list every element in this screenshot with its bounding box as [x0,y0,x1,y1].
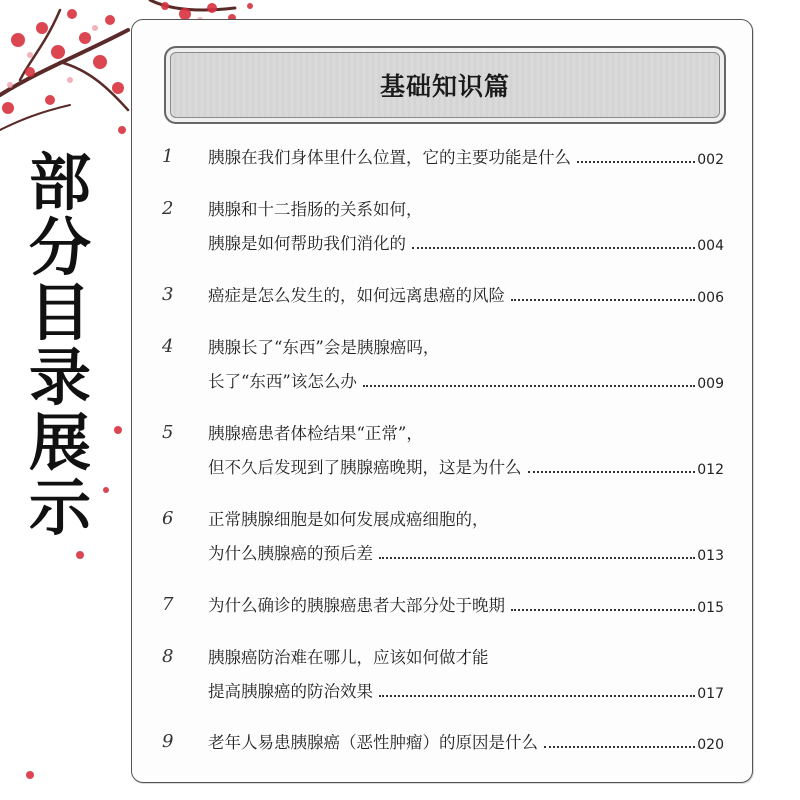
entry-title: 胰腺长了“东西”会是胰腺癌吗， [208,338,440,357]
entry-page: 020 [697,737,724,753]
entry-title: 为什么胰腺癌的预后差 [208,544,373,563]
entry-page: 012 [697,462,724,478]
entry-page: 004 [697,238,724,254]
entry-number: 7 [162,594,174,615]
entry-number: 6 [162,508,174,529]
entry-line [208,146,724,168]
entry-line [208,336,724,358]
entry-line [208,731,724,753]
dot-leader [412,246,695,249]
entry-title: 胰腺和十二指肠的关系如何， [208,200,423,219]
side-title-char: 展 [28,406,91,479]
dot-leader [363,384,695,387]
entry-title: 长了“东西”该怎么办 [208,372,357,391]
entry-page: 015 [697,600,724,616]
section-title: 基础知识篇 [379,72,510,101]
entry-title: 为什么确诊的胰腺癌患者大部分处于晚期 [208,596,505,615]
entry-number: 2 [162,198,174,219]
entry-title: 提高胰腺癌的防治效果 [208,682,373,701]
entry-page: 013 [697,548,724,564]
side-title-char: 录 [28,341,91,414]
entry-title: 癌症是怎么发生的，如何远离患癌的风险 [208,286,505,305]
side-title-char: 示 [28,471,91,544]
entry-number: 4 [162,336,174,357]
entry-line [208,456,724,478]
entry-title: 胰腺在我们身体里什么位置，它的主要功能是什么 [208,148,571,167]
entry-line [208,508,724,530]
side-title-char: 部 [28,146,91,219]
entry-title: 胰腺癌防治难在哪儿，应该如何做才能 [208,648,489,667]
entry-page: 017 [697,686,724,702]
dot-leader [379,556,695,559]
dot-leader [528,470,696,473]
entry-number: 3 [162,284,174,305]
dot-leader [511,298,695,301]
side-title-char: 分 [28,211,91,284]
entry-number: 8 [162,646,174,667]
entry-title: 胰腺癌患者体检结果“正常”， [208,424,423,443]
entry-line [208,594,724,616]
entry-page: 006 [697,290,724,306]
entry-title: 正常胰腺细胞是如何发展成癌细胞的， [208,510,489,529]
entry-line [208,198,724,220]
entry-title: 老年人易患胰腺癌（恶性肿瘤）的原因是什么 [208,733,538,752]
entry-number: 1 [162,146,174,167]
entry-number: 5 [162,422,174,443]
entry-line [208,232,724,254]
side-title-char: 目 [28,276,91,349]
dot-leader [577,160,695,163]
side-title [20,146,100,544]
entry-page: 009 [697,376,724,392]
entry-line [208,542,724,564]
table-of-contents [132,20,752,782]
toc-page [131,19,753,783]
entry-line [208,422,724,444]
entry-title: 胰腺是如何帮助我们消化的 [208,234,406,253]
entry-line [208,370,724,392]
entry-title: 但不久后发现到了胰腺癌晚期，这是为什么 [208,458,522,477]
entry-line [208,284,724,306]
entry-number: 9 [162,731,174,752]
dot-leader [379,694,695,697]
entry-line [208,680,724,702]
dot-leader [544,745,695,748]
entry-page: 002 [697,152,724,168]
entry-line [208,646,724,668]
dot-leader [511,608,695,611]
